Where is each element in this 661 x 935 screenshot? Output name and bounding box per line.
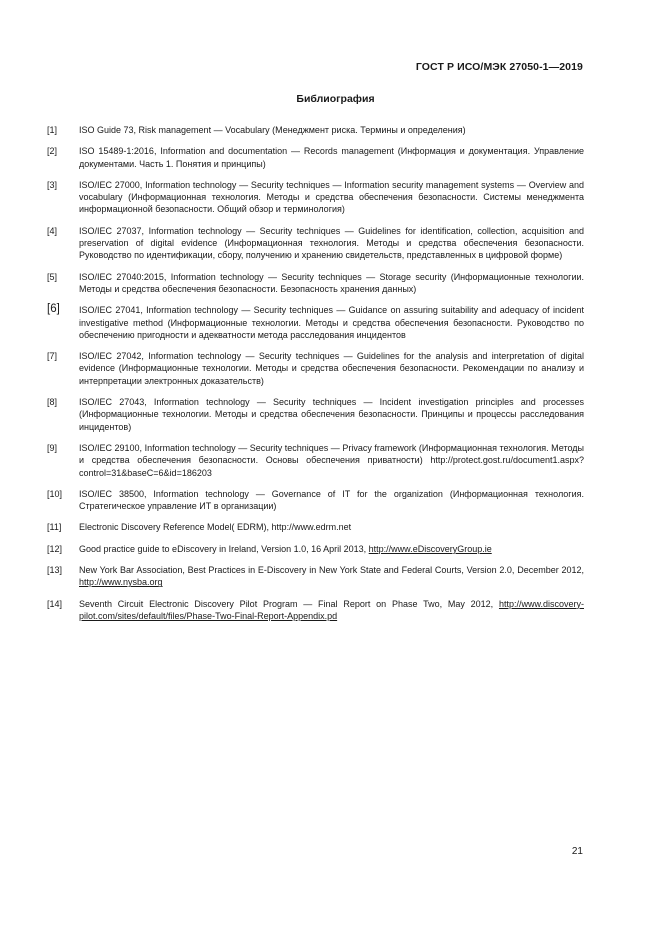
bibliography-entry [47, 598, 584, 623]
entry-link[interactable]: http://www.nysba.org [79, 577, 163, 588]
entry-text [79, 565, 584, 587]
entry-link[interactable]: http://www.discovery-pilot.com/sites/default/files/Phase-Two-Final-Report-Appendix.pd [79, 598, 584, 621]
bibliography-entry [47, 543, 584, 555]
bibliography-entry [47, 564, 584, 589]
entry-number: [10] [47, 488, 63, 499]
entry-text: ISO/IEC 38500, Information technology — Governance of IT for the organization (Информационная технология. Стратегическое управление ИТ в организации) [79, 488, 584, 512]
entry-number: [13] [47, 565, 63, 576]
bibliography-entry [47, 488, 584, 513]
page-number: 21 [571, 846, 583, 857]
entry-number: [6] [47, 303, 60, 316]
entry-text: ISO Guide 73, Risk management — Vocabulary (Менеджмент риска. Термины и определения) [79, 125, 466, 135]
entry-number: [1] [47, 125, 58, 135]
bibliography-entry [47, 271, 584, 296]
entry-number: [14] [47, 598, 63, 609]
entry-number: [9] [47, 442, 58, 453]
entry-number: [2] [47, 146, 58, 157]
document-code-header: ГОСТ Р ИСО/МЭК 27050-1—2019 [415, 61, 583, 73]
entry-number: [4] [47, 225, 58, 236]
bibliography-entry [47, 521, 584, 533]
entry-number: [3] [47, 179, 58, 190]
bibliography-entry [47, 145, 584, 170]
section-title: Библиография [296, 93, 375, 105]
entry-text: ISO/IEC 29100, Information technology — Security techniques — Privacy framework (Информационная технология. Методы и средства обеспечения безопасности. Основы обеспечения приватности) http://protect.gost.ru/document1.aspx?control=31&baseC=6&id=186203 [79, 442, 584, 478]
bibliography-entry [47, 304, 584, 341]
bibliography-entry [47, 350, 584, 387]
bibliography-entry [47, 225, 584, 262]
entry-number: [7] [47, 351, 58, 362]
bibliography-entry [47, 179, 584, 216]
entry-number: [11] [47, 522, 62, 533]
entry-number: [12] [47, 543, 63, 554]
entry-text: ISO 15489-1:2016, Information and documentation — Records management (Информация и документация. Управление документами. Часть 1. Понятия и принципы) [79, 146, 584, 169]
bibliography-entry [47, 396, 584, 433]
entry-text [79, 599, 584, 621]
entry-text: Electronic Discovery Reference Model( EDRM), http://www.edrm.net [79, 522, 352, 533]
entry-citation: Seventh Circuit Electronic Discovery Pilot Program — Final Report on Phase Two, May 2012, [79, 598, 499, 609]
entry-citation: New York Bar Association, Best Practices in E-Discovery in New York State and Federal Courts, Version 2.0, December 2012, [79, 565, 584, 576]
bibliography-entry [47, 124, 584, 136]
entry-text: ISO/IEC 27037, Information technology — Security techniques — Guidelines for identification, collection, acquisition and preservation of digital evidence (Информационная технология. Методы и средства обеспечения безопасности. Руководство по идентификации, сбору, получению и хранению свидетельств, представленных в цифровой форме) [79, 225, 584, 261]
entry-text: ISO/IEC 27042, Information technology — Security techniques — Guidelines for the analysis and interpretation of digital evidence (Информационные технологии. Методы и средства обеспечения безопасности. Рекомендации по анализу и интерпретации электронных доказательств) [79, 351, 584, 386]
bibliography-list [47, 124, 584, 631]
entry-text: ISO/IEC 27041, Information technology — Security techniques — Guidance on assuring suitability and adequacy of incident investigative method (Информационные технологии. Методы и средства обеспечения безопасности. Руководство по обеспечению пригодности и адекватности метода расследования инцидентов [79, 305, 584, 340]
entry-text: ISO/IEC 27043, Information technology — Security techniques — Incident investigation principles and processes (Информационные технологии. Методы и средства обеспечения безопасности. Принципы и процессы расследования инцидентов) [79, 397, 584, 432]
entry-citation: Good practice guide to eDiscovery in Ireland, Version 1.0, 16 April 2013, [79, 543, 369, 554]
entry-text: ISO/IEC 27040:2015, Information technology — Security techniques — Storage security (Информационные технологии. Методы и средства обеспечения безопасности. Безопасность хранения данных) [79, 271, 584, 294]
entry-link[interactable]: http://www.eDiscoveryGroup.ie [368, 543, 492, 554]
entry-text [79, 544, 492, 554]
entry-text: ISO/IEC 27000, Information technology — Security techniques — Information security management systems — Overview and vocabulary (Информационная технология. Методы и средства обеспечения безопасности. Системы менеджмента информационной безопасности. Общий обзор и терминология) [79, 179, 584, 215]
bibliography-entry [47, 442, 584, 479]
entry-number: [5] [47, 271, 58, 282]
entry-number: [8] [47, 397, 58, 408]
